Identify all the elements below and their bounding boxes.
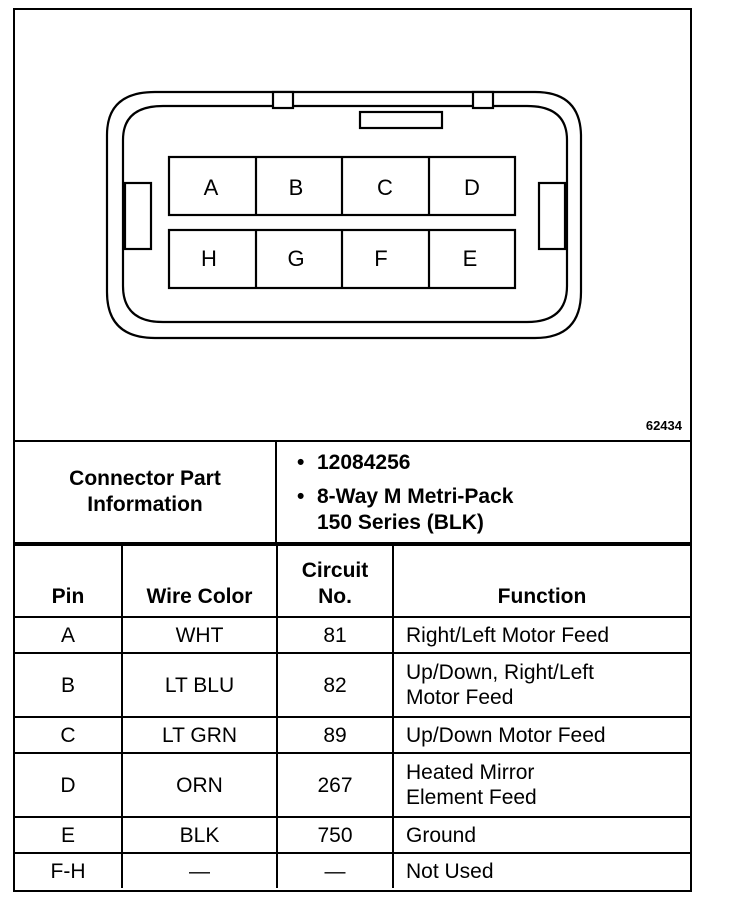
table-header-row bbox=[15, 545, 690, 617]
function-line1: Not Used bbox=[406, 859, 494, 883]
top-latch-right bbox=[473, 92, 493, 108]
header-function: Function bbox=[393, 545, 690, 617]
cell-circuit: 82 bbox=[277, 653, 393, 717]
cell-pin: D bbox=[15, 753, 122, 817]
part-number-line bbox=[297, 450, 690, 476]
connector-diagram bbox=[15, 10, 690, 440]
cell-function bbox=[393, 753, 690, 817]
cell-function bbox=[393, 853, 690, 888]
table-row bbox=[15, 817, 690, 853]
function-line1: Heated Mirror bbox=[406, 761, 535, 784]
part-number: 12084256 bbox=[317, 451, 411, 474]
pin-label: B bbox=[288, 175, 304, 200]
cell-pin: F-H bbox=[15, 853, 122, 888]
table-row bbox=[15, 653, 690, 717]
cell-circuit: 750 bbox=[277, 817, 393, 853]
pin-label: E bbox=[462, 246, 478, 271]
bullet-icon: • bbox=[297, 485, 305, 508]
cell-circuit: — bbox=[277, 853, 393, 888]
part-info-label bbox=[15, 442, 277, 542]
cell-wire-color: LT BLU bbox=[122, 653, 277, 717]
pinout-table bbox=[15, 544, 690, 888]
part-info-row bbox=[15, 440, 690, 544]
pin-label: D bbox=[464, 175, 480, 200]
bullet-icon: • bbox=[297, 451, 305, 474]
header-wire-color: Wire Color bbox=[122, 545, 277, 617]
header-pin: Pin bbox=[15, 545, 122, 617]
cell-circuit: 267 bbox=[277, 753, 393, 817]
connector-type-line2: 150 Series (BLK) bbox=[317, 511, 484, 534]
cell-function bbox=[393, 817, 690, 853]
connector-type-line1: 8-Way M Metri-Pack bbox=[317, 485, 514, 508]
header-circuit-line2: No. bbox=[318, 585, 352, 608]
pin-label: G bbox=[287, 246, 305, 271]
table-row bbox=[15, 717, 690, 753]
pin-label: H bbox=[201, 246, 217, 271]
function-line1: Right/Left Motor Feed bbox=[406, 623, 610, 647]
cell-function bbox=[393, 653, 690, 717]
function-line1: Up/Down, Right/Left bbox=[406, 661, 594, 684]
function-line2: Motor Feed bbox=[406, 686, 514, 709]
pin-label: F bbox=[374, 246, 388, 271]
part-info-label-line2: Information bbox=[87, 493, 203, 516]
pin-label: C bbox=[377, 175, 393, 200]
side-lock-left bbox=[125, 183, 151, 249]
cell-wire-color: ORN bbox=[122, 753, 277, 817]
side-lock-right bbox=[539, 183, 565, 249]
function-line2: Element Feed bbox=[406, 786, 537, 809]
cell-pin: E bbox=[15, 817, 122, 853]
part-info-values bbox=[277, 442, 690, 542]
cell-wire-color: WHT bbox=[122, 617, 277, 653]
cell-pin: A bbox=[15, 617, 122, 653]
table-row bbox=[15, 753, 690, 817]
connector-sheet bbox=[13, 8, 692, 892]
cell-pin: C bbox=[15, 717, 122, 753]
top-latch-left bbox=[273, 92, 293, 108]
table-row bbox=[15, 617, 690, 653]
function-line1: Ground bbox=[406, 823, 477, 847]
header-circuit bbox=[277, 545, 393, 617]
figure-id: 62434 bbox=[645, 418, 682, 433]
header-circuit-line1: Circuit bbox=[301, 559, 369, 582]
connector-type-line bbox=[297, 484, 690, 510]
cell-circuit: 89 bbox=[277, 717, 393, 753]
cell-function bbox=[393, 717, 690, 753]
connector-face-drawing bbox=[15, 10, 690, 440]
part-info-label-line1: Connector Part bbox=[69, 467, 221, 490]
pin-label: A bbox=[203, 175, 219, 200]
cell-function bbox=[393, 617, 690, 653]
cell-wire-color: — bbox=[122, 853, 277, 888]
cell-circuit: 81 bbox=[277, 617, 393, 653]
key-slot bbox=[360, 112, 442, 128]
table-row bbox=[15, 853, 690, 888]
cell-wire-color: BLK bbox=[122, 817, 277, 853]
cell-wire-color: LT GRN bbox=[122, 717, 277, 753]
function-line1: Up/Down Motor Feed bbox=[406, 723, 606, 747]
cell-pin: B bbox=[15, 653, 122, 717]
